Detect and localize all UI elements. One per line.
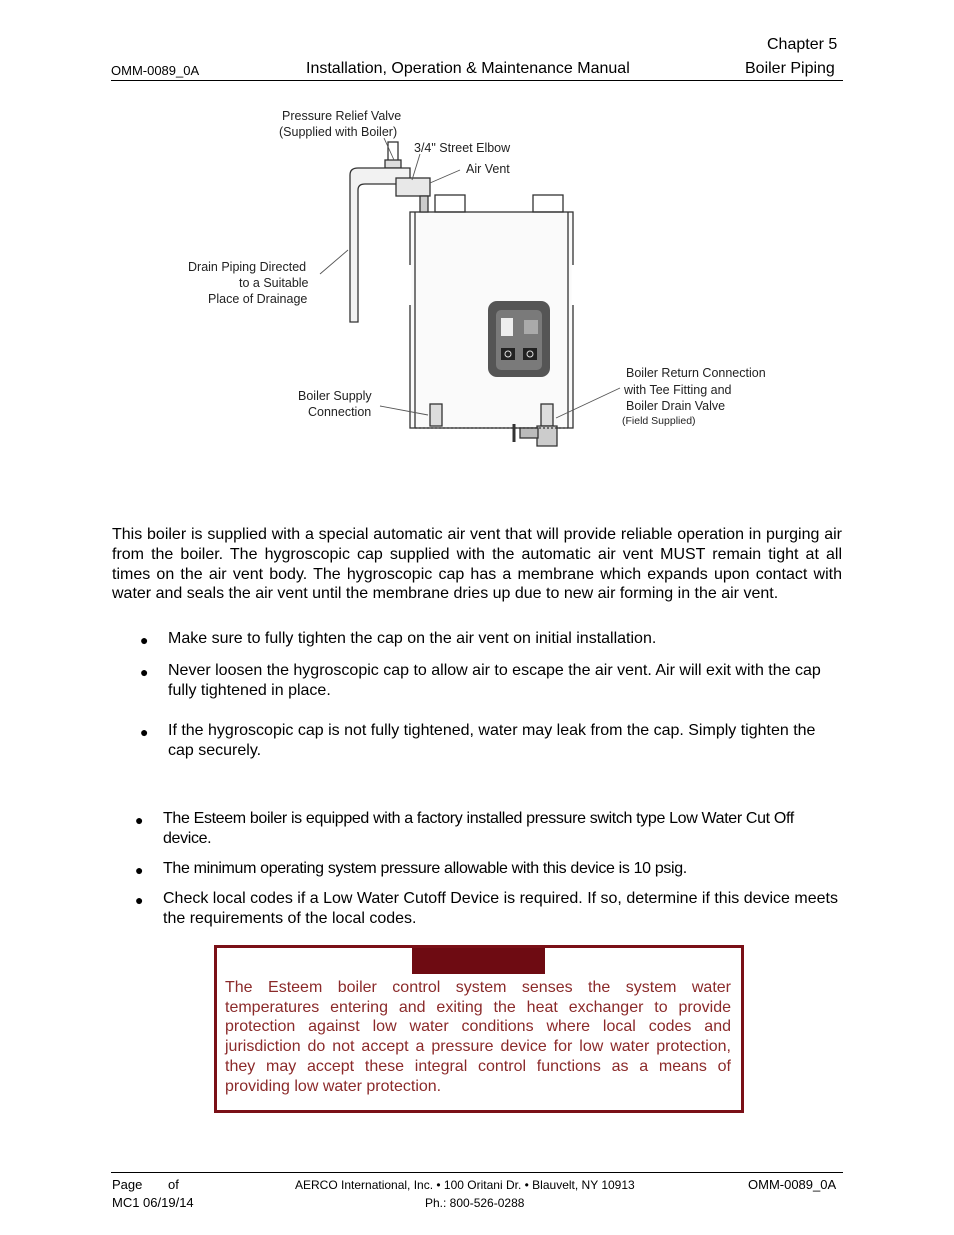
header-doc-number: OMM-0089_0A <box>111 63 200 78</box>
caution-header-bar <box>412 948 545 974</box>
bullet-icon: ● <box>140 664 149 680</box>
manual-title: Installation, Operation & Maintenance Manual <box>306 60 630 77</box>
footer-rule <box>111 1172 843 1173</box>
label-supply-connection: Connection <box>308 405 372 419</box>
label-tee-fitting: with Tee Fitting and <box>624 383 732 397</box>
footer-doc-number: OMM-0089_0A <box>748 1177 837 1192</box>
leader-lines <box>0 0 954 480</box>
bullet-icon: ● <box>135 862 144 878</box>
label-air-vent: Air Vent <box>466 162 510 176</box>
label-drain-suitable: to a Suitable <box>239 276 309 290</box>
footer-company: AERCO International, Inc. • 100 Oritani Dr. • Blauvelt, NY 10913 <box>295 1178 635 1192</box>
bullet-icon: ● <box>140 632 149 648</box>
chapter-number: Chapter 5 <box>767 36 838 53</box>
air-vent-paragraph: This boiler is supplied with a special automatic air vent that will provide reliable operation in purging air from the boiler. The hygroscopic cap supplied with the automatic air vent MUST remain tight at all times on the air vent body. The hygroscopic cap has a membrane which expands upon contact with water and seals the air vent until the membrane dries up due to new air forming in the air vent. <box>112 526 842 603</box>
label-relief-valve: Pressure Relief Valve <box>282 109 402 123</box>
label-boiler-return: Boiler Return Connection <box>626 366 766 380</box>
chapter-title: Boiler Piping <box>745 60 835 77</box>
label-drain-place: Place of Drainage <box>208 292 308 306</box>
footer-phone: Ph.: 800-526-0288 <box>425 1196 525 1210</box>
bullet-icon: ● <box>140 724 149 740</box>
label-field-supplied: (Field Supplied) <box>622 415 696 427</box>
footer-revision: MC1 06/19/14 <box>112 1195 194 1210</box>
bullet-icon: ● <box>135 892 144 908</box>
caution-box <box>214 945 744 1113</box>
label-relief-valve-supplied: (Supplied with Boiler) <box>279 125 398 139</box>
label-drain-valve: Boiler Drain Valve <box>626 399 726 413</box>
footer-of-label: of <box>168 1177 179 1192</box>
caution-text: The Esteem boiler control system senses the system water temperatures entering and exiting the heat exchanger to provide protection against low water conditions where local codes and jurisdiction do not accept a pressure device for low water protection, they may accept these integral control functions as a means of providing low water protection. <box>225 979 731 1095</box>
label-drain-piping: Drain Piping Directed <box>188 260 307 274</box>
label-boiler-supply: Boiler Supply <box>298 389 372 403</box>
footer-page-label: Page <box>112 1177 143 1192</box>
label-street-elbow: 3/4" Street Elbow <box>414 141 511 155</box>
bullet-icon: ● <box>135 812 144 828</box>
